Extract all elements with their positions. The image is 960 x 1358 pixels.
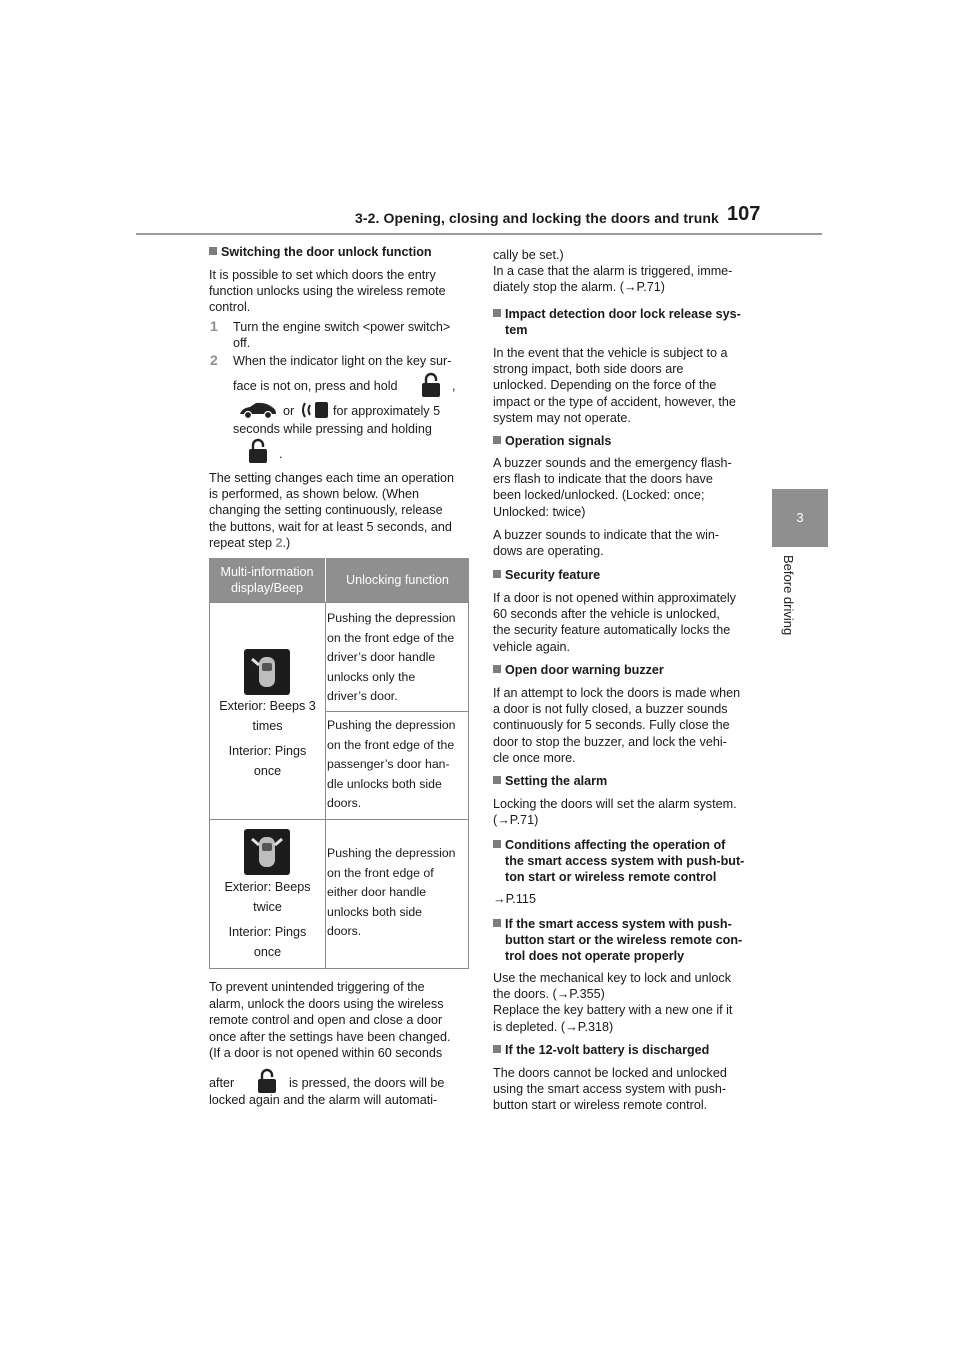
bullet-square-icon [493,840,501,848]
setting-change-paragraph: The setting changes each time an operation is performed, as shown below. (When changing the setting continuously, release the buttons, wait for at least 5 seconds, and repeat step 2.) [209,471,455,550]
bullet-square-icon [493,665,501,673]
step-1-text: Turn the engine switch <power switch> off. [233,320,451,351]
lock-icon [247,438,269,469]
not-operate-paragraph: Use the mechanical key to lock and unlock the doors. (→P.355) Replace the key battery with a new one if it is depleted. (→P.318) [493,971,733,1034]
after-text: after [209,1076,235,1090]
section-title: 3-2. Opening, closing and locking the doors and trunk [355,210,719,226]
signals-paragraph-1: A buzzer sounds and the emergency flash- ers flash to indicate that the doors have been locked/unlocked. (Locked: once; Unlocked: twice) [493,456,732,519]
bullet-square-icon [493,309,501,317]
bullet-square-icon [493,919,501,927]
step-2-approx: for approximately 5 [333,404,441,418]
row1a-function-text: Pushing the depression on the front edge of the driver’s door handle unlocks only the driver’s door. [327,611,456,703]
step-2-line1: When the indicator light on the key sur- [233,354,452,368]
bullet-square-icon [493,436,501,444]
after-text-2: is pressed, the doors will be [289,1076,445,1090]
chapter-tab: 3 [772,489,828,547]
chapter-label: Before driving [781,555,796,636]
battery-paragraph: The doors cannot be locked and unlocked using the smart access system with push- button start or wireless remote control. [493,1066,727,1113]
prevent-paragraph: To prevent unintended triggering of the alarm, unlock the doors using the wireless remote control and open and close a door once after the settings have been changed. (If a door is not opened within 60 seconds [209,980,451,1061]
heading-alarm: Setting the alarm [493,774,607,788]
bullet-square-icon [493,1045,501,1053]
alarm-paragraph: Locking the doors will set the alarm system. (→P.71) [493,797,737,828]
heading-impact: Impact detection door lock release sys- tem [493,306,741,338]
header-rule [136,233,822,235]
driver-door-open-icon [244,649,290,695]
step-2-number: 2 [210,352,218,368]
step-2-or: or [283,404,295,418]
step-2-line2: face is not on, press and hold [233,379,398,393]
page-number: 107 [727,203,761,225]
after-text-3: locked again and the alarm will automati- [209,1093,438,1107]
heading-battery: If the 12-volt battery is discharged [493,1043,709,1057]
table-header-display: Multi-information display/Beep [209,558,325,602]
conditions-reference: →P.115 [493,892,536,906]
heading-conditions: Conditions affecting the operation of the smart access system with push-but- ton start or wireless remote control [493,837,744,885]
open-door-paragraph: If an attempt to lock the doors is made when a door is not fully closed, a buzzer sounds continuously for 5 seconds. Fully close the door to stop the buzzer, and lock the vehi- cle once more. [493,686,741,765]
step-2-line4: seconds while pressing and holding [233,422,432,436]
heading-open-door: Open door warning buzzer [493,663,664,677]
signals-paragraph-2: A buzzer sounds to indicate that the win- dows are operating. [493,528,720,559]
row1b-function-text: Pushing the depression on the front edge of the passenger’s door han- dle unlocks both side doors. [327,718,456,810]
intro-paragraph: It is possible to set which doors the entry function unlocks using the wireless remote control. [209,268,446,315]
bullet-square-icon [493,776,501,784]
step-2-period: . [279,447,283,461]
step-1-number: 1 [210,318,218,334]
lock-icon [420,372,442,403]
step-2-comma: , [452,379,456,393]
row2-function-text: Pushing the depression on the front edge of either door handle unlocks both side doors. [327,846,456,938]
impact-paragraph: In the event that the vehicle is subject to a strong impact, both side doors are unlocked. Depending on the force of the impact or the type of accident, however, the system may not operate. [493,346,736,425]
heading-signals: Operation signals [493,434,611,448]
heading-switching: Switching the door unlock function [209,245,432,259]
row1-beep-text: Exterior: Beeps 3 times Interior: Pings once [219,699,316,778]
both-doors-open-icon [244,829,290,875]
bullet-square-icon [493,570,501,578]
heading-security: Security feature [493,568,600,582]
alarm-continued: cally be set.) In a case that the alarm is triggered, imme- diately stop the alarm. (→P.71) [493,248,733,295]
row2-beep-text: Exterior: Beeps twice Interior: Pings once [224,880,311,959]
bullet-square-icon [209,247,217,255]
table-header-function: Unlocking function [326,558,469,602]
heading-not-operate: If the smart access system with push- button start or the wireless remote con- trol does not operate properly [493,916,742,964]
security-paragraph: If a door is not opened within approximately 60 seconds after the vehicle is unlocked, the security feature automatically locks the vehicle again. [493,591,736,654]
